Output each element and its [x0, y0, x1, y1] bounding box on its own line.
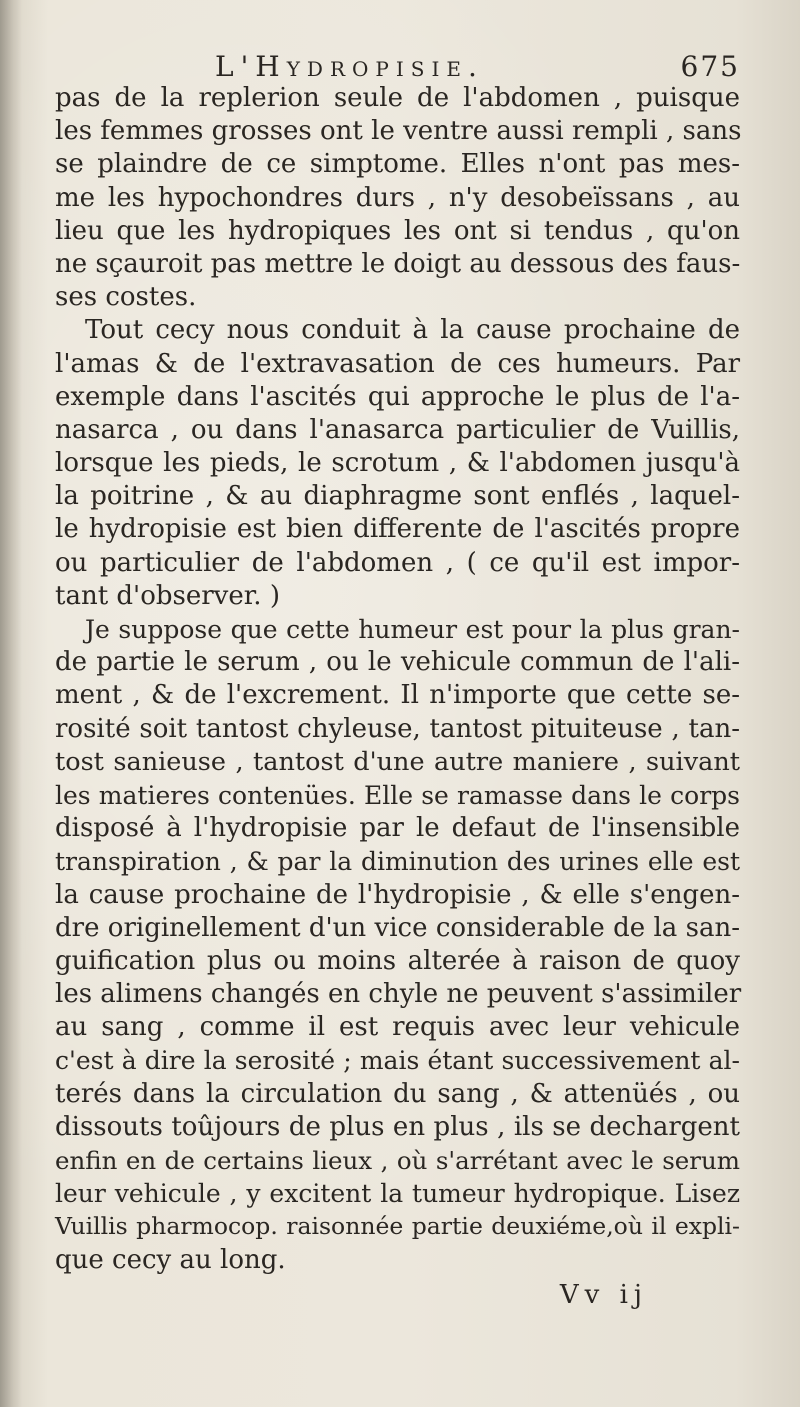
text-line: Je suppose que cette humeur est pour la plus gran- [85, 615, 740, 644]
text-line: me les hypochondres durs , n'y desobeïssans , au [55, 182, 740, 213]
text-line: que cecy au long. [55, 1244, 286, 1275]
text-line: c'est à dire la serosité ; mais étant successivement al- [55, 1046, 740, 1076]
text-line: les alimens changés en chyle ne peuvent s'assimiler [55, 979, 742, 1010]
signature-mark: Vv ij [559, 1280, 648, 1310]
body-text [55, 82, 740, 1277]
text-line: nasarca , ou dans l'anasarca particulier de Vuillis, [55, 414, 740, 445]
binding-gutter [0, 0, 22, 1407]
text-line: enfin en de certains lieux , où s'arrétant avec le serum [55, 1146, 740, 1175]
text-line: Tout cecy nous conduit à la cause prochaine de [85, 315, 740, 346]
text-line: ses costes. [55, 282, 197, 313]
text-line: exemple dans l'ascités qui approche le plus de l'a- [55, 381, 740, 412]
text-line: l'amas & de l'extravasation de ces humeurs. Par [55, 348, 740, 379]
text-line: la cause prochaine de l'hydropisie , & elle s'engen- [55, 879, 740, 910]
running-title: L'Hydropisie. [215, 50, 484, 83]
text-line: les matieres contenües. Elle se ramasse dans le corps [55, 780, 740, 810]
text-line: ne sçauroit pas mettre le doigt au dessous des faus- [55, 248, 741, 279]
text-line: dre originellement d'un vice considerable de la san- [55, 912, 740, 943]
page-number: 675 [680, 50, 740, 83]
text-line: transpiration , & par la diminution des urines elle est [55, 847, 740, 877]
text-line: Vuillis pharmocop. raisonnée partie deuxiéme,où il expli- [55, 1212, 740, 1241]
text-line: ment , & de l'excrement. Il n'importe que cette se- [55, 680, 740, 711]
text-line: de partie le serum , ou le vehicule commun de l'ali- [55, 647, 740, 678]
text-line: lieu que les hydropiques les ont si tendus , qu'on [55, 215, 740, 246]
text-line: tost sanieuse , tantost d'une autre maniere , suivant [55, 746, 740, 777]
text-line: pas de la replerion seule de l'abdomen , puisque [55, 83, 740, 113]
page-footer [55, 1280, 740, 1316]
text-line: tant d'observer. ) [55, 580, 280, 611]
text-line: lorsque les pieds, le scrotum , & l'abdomen jusqu'à [55, 448, 740, 479]
text-line: rosité soit tantost chyleuse, tantost pituiteuse , tan- [55, 713, 740, 744]
text-line: la poitrine , & au diaphragme sont enflés , laquel- [55, 481, 740, 512]
text-line: les femmes grosses ont le ventre aussi rempli , sans [55, 116, 742, 147]
text-line: dissouts toûjours de plus en plus , ils se dechargent [55, 1111, 740, 1142]
text-line: leur vehicule , y excitent la tumeur hydropique. Lisez [55, 1179, 740, 1209]
text-line: disposé à l'hydropisie par le defaut de l'insensible [55, 813, 740, 844]
text-line: terés dans la circulation du sang , & attenüés , ou [55, 1078, 740, 1109]
text-line: au sang , comme il est requis avec leur vehicule [55, 1012, 740, 1043]
text-line: le hydropisie est bien differente de l'ascités propre [55, 514, 740, 545]
text-line: se plaindre de ce simptome. Elles n'ont pas mes- [55, 149, 740, 180]
text-line: guification plus ou moins alterée à raison de quoy [55, 945, 740, 976]
text-line: ou particulier de l'abdomen , ( ce qu'il est impor- [55, 547, 740, 578]
